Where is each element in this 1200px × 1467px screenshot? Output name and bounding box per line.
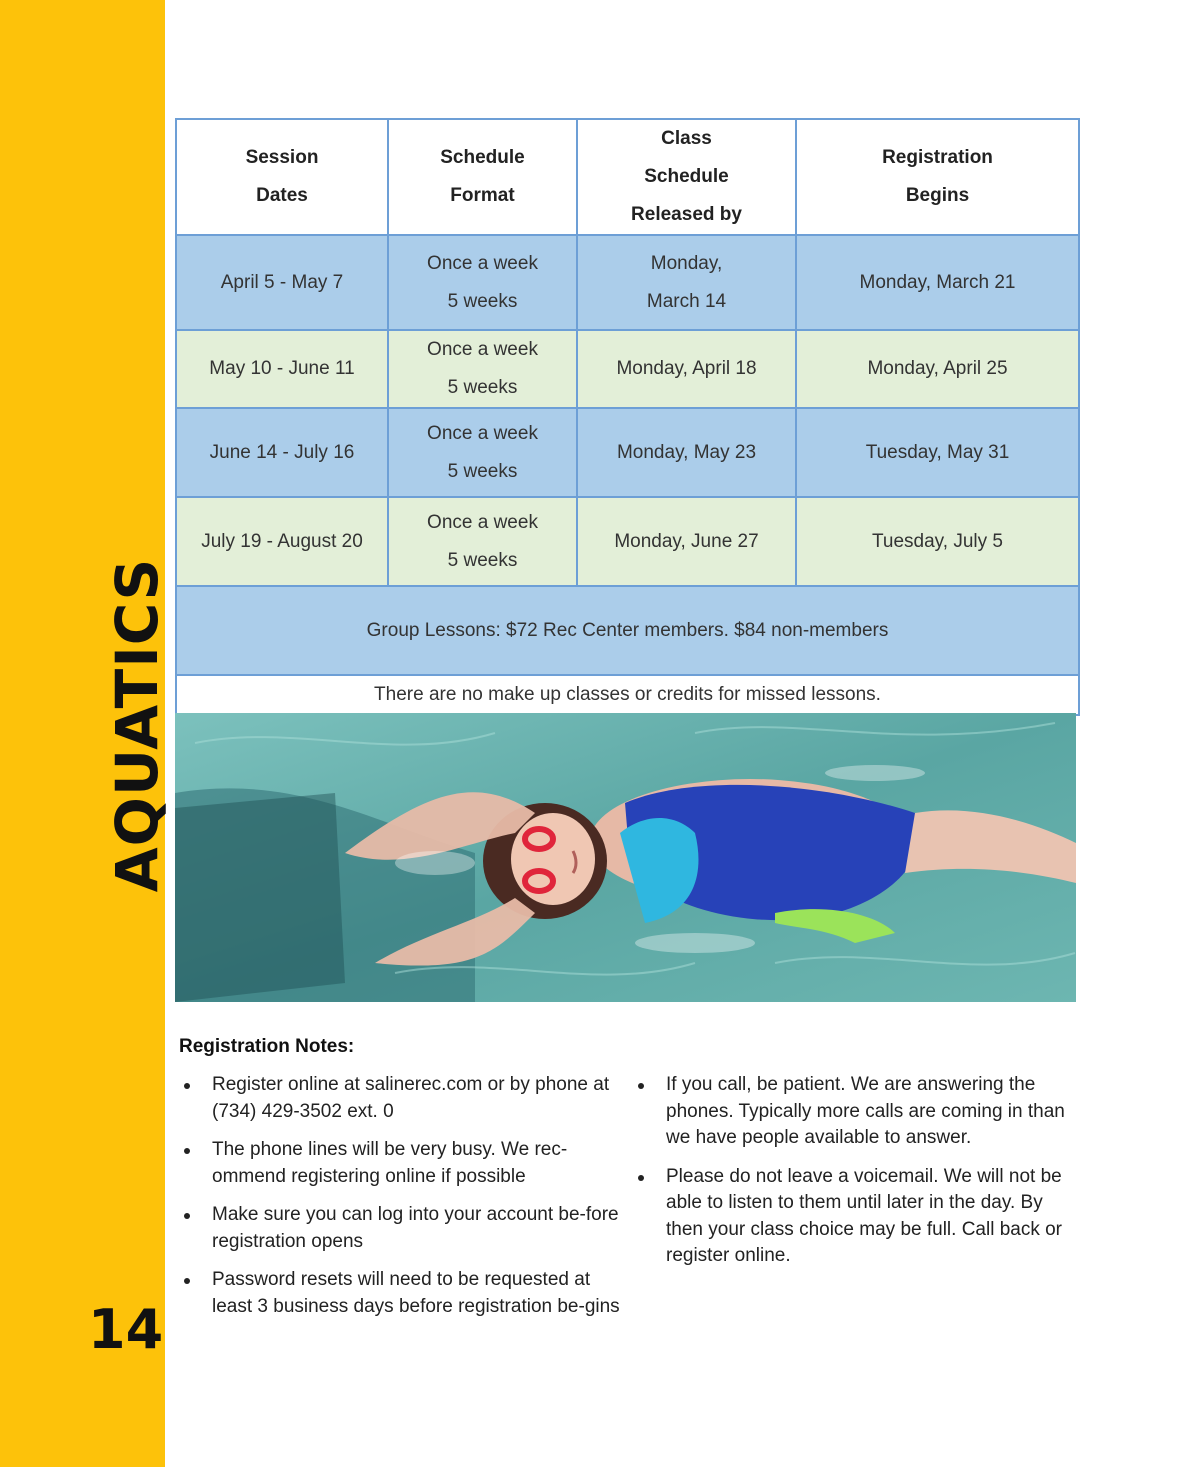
released-by-cell: Monday, April 18 (577, 330, 796, 408)
note-row (176, 675, 1079, 715)
session-dates-cell: May 10 - June 11 (176, 330, 388, 408)
header-class-schedule-released: Class Schedule Released by (577, 119, 796, 235)
table-row (176, 235, 1079, 330)
registration-begins-cell: Monday, March 21 (796, 235, 1079, 330)
swimmer-photo (175, 713, 1076, 1002)
header-session-dates: Session Dates (176, 119, 388, 235)
list-item: If you call, be patient. We are answering the phones. Typically more calls are coming in than we have people available to answer. (633, 1072, 1078, 1152)
released-by-cell: Monday, May 23 (577, 408, 796, 497)
schedule-format-cell: Once a week 5 weeks (388, 408, 577, 497)
list-item: Password resets will need to be requested at least 3 business days before registration be-gins (179, 1267, 624, 1320)
registration-begins-cell: Monday, April 25 (796, 330, 1079, 408)
list-item: Make sure you can log into your account be-fore registration opens (179, 1202, 624, 1255)
registration-notes-title: Registration Notes: (179, 1036, 355, 1057)
registration-begins-cell: Tuesday, July 5 (796, 497, 1079, 586)
group-lessons-price: Group Lessons: $72 Rec Center members. $84 non-members (176, 586, 1079, 675)
schedule-format-cell: Once a week 5 weeks (388, 330, 577, 408)
table-row (176, 497, 1079, 586)
session-dates-cell: July 19 - August 20 (176, 497, 388, 586)
list-item: Register online at salinerec.com or by phone at (734) 429-3502 ext. 0 (179, 1072, 624, 1125)
table-row (176, 408, 1079, 497)
notes-left-list (179, 1072, 624, 1332)
section-label: AQUATICS (103, 557, 171, 893)
schedule-format-cell: Once a week 5 weeks (388, 497, 577, 586)
sidebar (0, 0, 171, 1467)
header-registration-begins: Registration Begins (796, 119, 1079, 235)
session-schedule-table (175, 118, 1080, 716)
swimmer-illustration (175, 713, 1076, 1002)
session-dates-cell: June 14 - July 16 (176, 408, 388, 497)
registration-begins-cell: Tuesday, May 31 (796, 408, 1079, 497)
header-schedule-format: Schedule Format (388, 119, 577, 235)
released-by-cell: Monday, June 27 (577, 497, 796, 586)
schedule-format-cell: Once a week 5 weeks (388, 235, 577, 330)
released-by-cell: Monday, March 14 (577, 235, 796, 330)
header-row (176, 119, 1079, 235)
list-item: The phone lines will be very busy. We rec-ommend registering online if possible (179, 1137, 624, 1190)
table-row (176, 330, 1079, 408)
no-makeup-note: There are no make up classes or credits for missed lessons. (176, 675, 1079, 715)
list-item: Please do not leave a voicemail. We will not be able to listen to them until later in the day. By then your class choice may be full. Call back or register online. (633, 1164, 1078, 1270)
page-number: 14 (88, 1298, 164, 1361)
session-dates-cell: April 5 - May 7 (176, 235, 388, 330)
notes-right-list (633, 1072, 1078, 1282)
price-row (176, 586, 1079, 675)
